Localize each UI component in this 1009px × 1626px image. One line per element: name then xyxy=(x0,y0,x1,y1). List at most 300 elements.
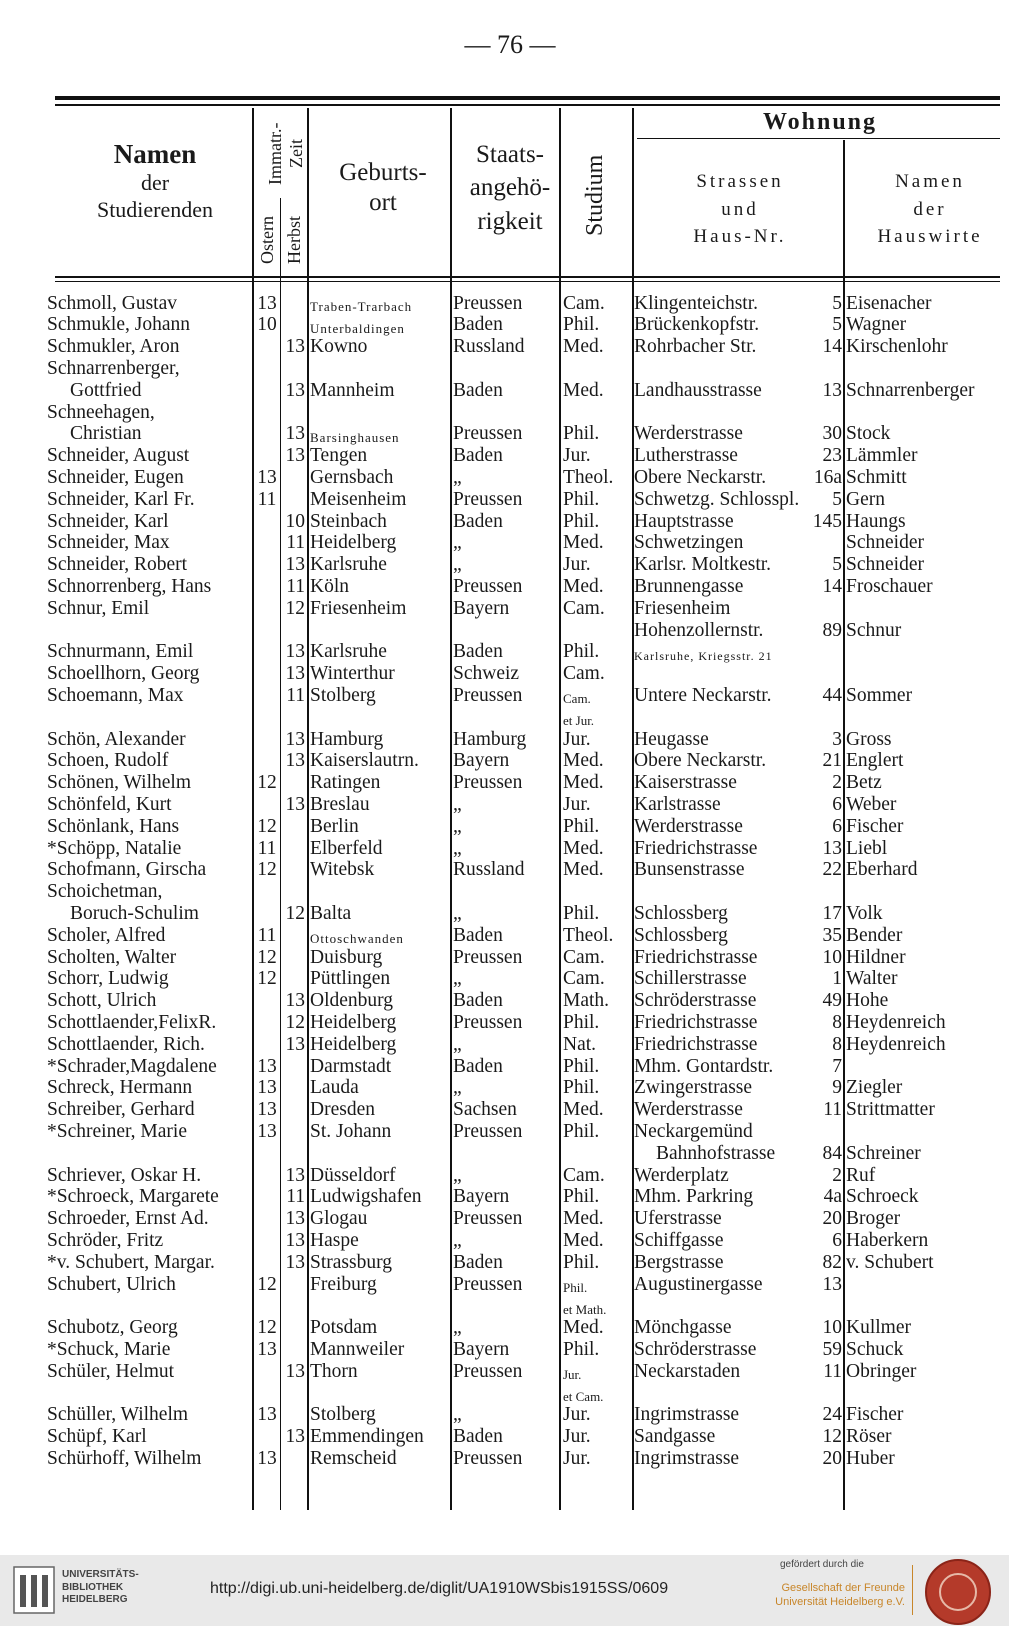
row-geburtsort: Köln xyxy=(310,575,349,597)
row-hausnr: 8 xyxy=(832,1033,842,1055)
row-hauswirt: Schneider xyxy=(846,554,924,576)
row-geburtsort: Freiburg xyxy=(310,1273,377,1295)
row-staat: „ xyxy=(453,1404,462,1426)
row-ostern: 13 xyxy=(257,1447,277,1469)
row-staat: Preussen xyxy=(453,575,523,597)
row-strasse: Bahnhofstrasse xyxy=(656,1142,776,1164)
row-staat: „ xyxy=(453,837,462,859)
table-row xyxy=(0,881,1009,903)
row-geburtsort: Kaiserslautrn. xyxy=(310,750,419,772)
row-strasse: Schlossberg xyxy=(634,924,728,946)
row-herbst: 13 xyxy=(285,1164,305,1186)
row-hausnr: 5 xyxy=(832,554,842,576)
row-herbst: 13 xyxy=(285,336,305,358)
row-geburtsort: Emmendingen xyxy=(310,1426,424,1448)
row-herbst: 13 xyxy=(285,423,305,445)
header-geburtsort-1: Geburts- xyxy=(339,159,427,186)
table-row xyxy=(0,1055,1009,1077)
table-row xyxy=(0,597,1009,619)
sponsor-name xyxy=(755,1581,905,1610)
row-hauswirt: Walter xyxy=(846,968,898,990)
row-staat: „ xyxy=(453,815,462,837)
header-strassen-3: Haus-Nr. xyxy=(693,226,787,248)
row-hausnr: 10 xyxy=(822,946,842,968)
header-staat-1: Staats- xyxy=(475,141,545,168)
row-geburtsort: Gernsbach xyxy=(310,466,394,488)
table-row xyxy=(0,379,1009,401)
row-name: Schubotz, Georg xyxy=(47,1317,178,1339)
row-hauswirt: Ziegler xyxy=(846,1077,903,1099)
library-logo-icon xyxy=(12,1565,56,1615)
row-studium: Math. xyxy=(563,990,610,1012)
page-number: — 76 — xyxy=(464,30,556,59)
row-ostern: 13 xyxy=(257,292,277,314)
row-geburtsort: Glogau xyxy=(310,1208,368,1230)
row-name: Schneider, Karl Fr. xyxy=(47,488,195,510)
row-ostern: 12 xyxy=(257,859,277,881)
header-strassen-2: und xyxy=(721,198,759,220)
row-name: Schmukler, Aron xyxy=(47,336,180,358)
row-geburtsort: Breslau xyxy=(310,793,370,815)
header-staat-3: rigkeit xyxy=(477,207,543,235)
row-name: Schubert, Ulrich xyxy=(47,1273,176,1295)
row-hauswirt: Froschauer xyxy=(846,575,933,597)
row-studium: Jur. xyxy=(563,793,591,815)
table-row xyxy=(0,1099,1009,1121)
row-ostern: 13 xyxy=(257,1055,277,1077)
row-herbst: 10 xyxy=(285,510,305,532)
row-studium: Cam. xyxy=(563,946,605,968)
table-row xyxy=(0,1426,1009,1448)
row-name: *Schöpp, Natalie xyxy=(47,837,182,859)
row-ostern: 11 xyxy=(257,488,277,510)
row-name: Schönfeld, Kurt xyxy=(47,793,172,815)
table-row xyxy=(0,488,1009,510)
row-geburtsort: Karlsruhe xyxy=(310,641,387,663)
row-staat: Bayern xyxy=(453,750,510,772)
row-name: Schürhoff, Wilhelm xyxy=(47,1447,202,1469)
row-strasse: Werderstrasse xyxy=(634,423,743,445)
header-immatr-zeit: Immatr.-Zeit xyxy=(265,122,306,186)
row-name: Schnur, Emil xyxy=(47,597,150,619)
row-studium: Nat. xyxy=(563,1033,597,1055)
row-herbst: 12 xyxy=(285,902,305,924)
header-namen-studierenden: Studierenden xyxy=(96,196,214,222)
row-staat: Preussen xyxy=(453,423,523,445)
row-ostern: 12 xyxy=(257,946,277,968)
header-hauswirte-2: der xyxy=(913,198,947,220)
row-herbst: 13 xyxy=(285,990,305,1012)
row-strasse: Mhm. Parkring xyxy=(634,1186,754,1208)
row-staat: Bayern xyxy=(453,1186,510,1208)
table-row xyxy=(0,357,1009,379)
row-geburtsort: Mannheim xyxy=(310,379,395,401)
row-strasse: Karlstrasse xyxy=(634,793,721,815)
row-herbst: 13 xyxy=(285,663,305,685)
row-hausnr: 35 xyxy=(822,924,842,946)
row-strasse: Obere Neckarstr. xyxy=(634,750,767,772)
table-row xyxy=(0,575,1009,597)
row-geburtsort: Heidelberg xyxy=(310,1033,397,1055)
row-studium: Cam. xyxy=(563,597,605,619)
row-studium: Phil. xyxy=(563,1280,588,1295)
table-row xyxy=(0,314,1009,336)
row-name: Schnarrenberger, xyxy=(47,357,180,379)
row-staat: Baden xyxy=(453,1055,503,1077)
row-herbst: 13 xyxy=(285,750,305,772)
row-studium: Phil. xyxy=(563,902,600,924)
row-strasse: Uferstrasse xyxy=(634,1208,722,1230)
university-seal-icon xyxy=(925,1559,991,1625)
row-hauswirt: Strittmatter xyxy=(846,1099,935,1121)
row-name: Schreiber, Gerhard xyxy=(47,1099,195,1121)
row-strasse: Neckargemünd xyxy=(634,1120,753,1142)
row-name: Scholten, Walter xyxy=(47,946,177,968)
row-geburtsort: Oldenburg xyxy=(310,990,394,1012)
row-studium: Phil. xyxy=(563,815,600,837)
row-hausnr: 5 xyxy=(832,488,842,510)
row-hauswirt: Sommer xyxy=(846,684,913,706)
row-hauswirt: Weber xyxy=(846,793,897,815)
table-row xyxy=(0,401,1009,423)
row-name: Schüpf, Karl xyxy=(47,1426,147,1448)
header-herbst: Herbst xyxy=(284,216,304,264)
row-hausnr: 22 xyxy=(822,859,842,881)
row-staat: Baden xyxy=(453,314,503,336)
row-hausnr: 6 xyxy=(832,815,842,837)
row-staat: „ xyxy=(453,902,462,924)
row-geburtsort: Ludwigshafen xyxy=(310,1186,422,1208)
row-ostern: 10 xyxy=(257,314,277,336)
row-geburtsort: Mannweiler xyxy=(310,1338,405,1360)
row-ostern: 13 xyxy=(257,466,277,488)
row-studium: Med. xyxy=(563,859,604,881)
source-url-link[interactable]: http://digi.ub.uni-heidelberg.de/diglit/UA1910WSbis1915SS/0609 xyxy=(210,1580,669,1597)
row-geburtsort: Friesenheim xyxy=(310,597,407,619)
row-studium: Med. xyxy=(563,1099,604,1121)
row-hausnr: 20 xyxy=(822,1447,842,1469)
library-logo-line-3: HEIDELBERG xyxy=(62,1594,128,1605)
row-geburtsort: Witebsk xyxy=(310,859,375,881)
row-studium: Jur. xyxy=(563,1367,582,1383)
row-geburtsort: Heidelberg xyxy=(310,532,397,554)
row-staat: „ xyxy=(453,554,462,576)
row-herbst: 13 xyxy=(285,1033,305,1055)
row-staat: Bayern xyxy=(453,597,510,619)
table-row xyxy=(0,968,1009,990)
row-name: Schreck, Hermann xyxy=(47,1077,193,1099)
row-name: *Schroeck, Margarete xyxy=(47,1186,219,1208)
row-hausnr: 11 xyxy=(823,1360,842,1382)
row-herbst: 13 xyxy=(285,728,305,750)
row-name: *Schrader,Magdalene xyxy=(47,1055,217,1077)
row-hausnr: 5 xyxy=(832,292,842,314)
row-name: Schneider, Karl xyxy=(47,510,169,532)
table-row xyxy=(0,1120,1009,1142)
row-staat: Bayern xyxy=(453,1338,510,1360)
row-studium: Phil. xyxy=(563,488,600,510)
table-row xyxy=(0,619,1009,641)
row-name: Schoichetman, xyxy=(47,881,163,903)
row-staat: Preussen xyxy=(453,684,523,706)
row-name: Schroeder, Ernst Ad. xyxy=(47,1208,209,1230)
table-row xyxy=(0,772,1009,794)
table-row xyxy=(0,1338,1009,1360)
row-hausnr: 59 xyxy=(822,1338,842,1360)
row-staat: Preussen xyxy=(453,1208,523,1230)
table-row xyxy=(0,1447,1009,1469)
table-row xyxy=(0,554,1009,576)
row-herbst: 13 xyxy=(285,554,305,576)
row-name: Schott, Ulrich xyxy=(47,990,157,1012)
row-studium: Phil. xyxy=(563,1338,600,1360)
row-hausnr: 9 xyxy=(832,1077,842,1099)
header-namen-title: Namen xyxy=(113,139,197,169)
row-studium: Cam. xyxy=(563,1164,605,1186)
footer-divider xyxy=(912,1565,913,1615)
row-name: Schneider, Robert xyxy=(47,554,188,576)
row-studium: Jur. xyxy=(563,1447,591,1469)
row-staat: „ xyxy=(453,1229,462,1251)
row-strasse: Friedrichstrasse xyxy=(634,1011,758,1033)
row-studium: Phil. xyxy=(563,423,600,445)
row-hausnr: 7 xyxy=(832,1055,842,1077)
row-geburtsort: Hamburg xyxy=(310,728,384,750)
row-name: Schneider, August xyxy=(47,445,190,467)
row-hauswirt: Haberkern xyxy=(846,1229,929,1251)
row-strasse: Karlsr. Moltkestr. xyxy=(634,554,772,576)
table-row xyxy=(0,837,1009,859)
row-studium: Phil. xyxy=(563,1251,600,1273)
row-hausnr: 30 xyxy=(822,423,842,445)
row-hausnr: 13 xyxy=(822,1273,842,1295)
row-name: Schön, Alexander xyxy=(47,728,186,750)
row-herbst: 13 xyxy=(285,641,305,663)
row-studium: Med. xyxy=(563,379,604,401)
row-staat: Preussen xyxy=(453,1447,523,1469)
row-name: Schneider, Eugen xyxy=(47,466,184,488)
row-staat: Hamburg xyxy=(453,728,527,750)
row-strasse: Sandgasse xyxy=(634,1426,716,1448)
row-staat: Baden xyxy=(453,510,503,532)
row-strasse: Brückenkopfstr. xyxy=(634,314,760,336)
row-hausnr: 49 xyxy=(822,990,842,1012)
row-hauswirt: Kirschenlohr xyxy=(846,336,948,358)
row-hauswirt: Volk xyxy=(846,902,883,924)
row-name: Schnorrenberg, Hans xyxy=(47,575,212,597)
row-name: Schofmann, Girscha xyxy=(47,859,207,881)
row-studium: Phil. xyxy=(563,1120,600,1142)
table-row xyxy=(0,292,1009,314)
row-staat: Russland xyxy=(453,859,525,881)
row-strasse: Zwingerstrasse xyxy=(634,1077,753,1099)
row-studium: Cam. xyxy=(563,292,605,314)
row-herbst: 13 xyxy=(285,1426,305,1448)
row-studium: Med. xyxy=(563,772,604,794)
row-hauswirt: Fischer xyxy=(846,1404,904,1426)
header-staat-2: angehö- xyxy=(469,174,551,202)
row-strasse: Werderplatz xyxy=(634,1164,729,1186)
row-hausnr: 2 xyxy=(832,772,842,794)
row-hauswirt: Bender xyxy=(846,924,903,946)
row-ostern: 13 xyxy=(257,1120,277,1142)
row-geburtsort: Püttlingen xyxy=(310,968,391,990)
row-geburtsort: Tengen xyxy=(310,445,368,467)
row-hauswirt: Englert xyxy=(846,750,904,772)
row-strasse: Obere Neckarstr. xyxy=(634,466,767,488)
row-strasse: Ingrimstrasse xyxy=(634,1447,740,1469)
row-hauswirt: Röser xyxy=(846,1426,892,1448)
row-hausnr: 4a xyxy=(823,1186,842,1208)
row-hausnr: 44 xyxy=(822,684,842,706)
row-geburtsort: Dresden xyxy=(310,1099,375,1121)
row-geburtsort: Potsdam xyxy=(310,1317,378,1339)
row-ostern: 11 xyxy=(257,924,277,946)
table-row xyxy=(0,793,1009,815)
row-strasse: Werderstrasse xyxy=(634,1099,743,1121)
row-hauswirt: Schneider xyxy=(846,532,924,554)
row-name: Schüler, Helmut xyxy=(47,1360,175,1382)
row-geburtsort: Steinbach xyxy=(310,510,387,532)
header-ostern: Ostern xyxy=(257,216,277,264)
library-logo-line-2: BIBLIOTHEK xyxy=(62,1581,124,1593)
row-staat: Baden xyxy=(453,379,503,401)
row-studium: Jur. xyxy=(563,728,591,750)
row-geburtsort: Winterthur xyxy=(310,663,395,685)
row-strasse: Mhm. Gontardstr. xyxy=(634,1055,774,1077)
row-geburtsort: Haspe xyxy=(310,1229,359,1251)
row-herbst: 13 xyxy=(285,445,305,467)
row-geburtsort: Balta xyxy=(310,902,352,924)
row-hauswirt: Haungs xyxy=(846,510,906,532)
row-staat: „ xyxy=(453,1164,462,1186)
row-strasse: Bergstrasse xyxy=(634,1251,724,1273)
row-staat: Baden xyxy=(453,1251,503,1273)
table-row xyxy=(0,641,1009,663)
header-hauswirte-1: Namen xyxy=(895,171,965,192)
row-hausnr: 82 xyxy=(822,1251,842,1273)
row-name: Schottlaender, Rich. xyxy=(47,1033,205,1055)
row-staat: Preussen xyxy=(453,772,523,794)
row-strasse: Brunnengasse xyxy=(634,575,744,597)
row-geburtsort: Stolberg xyxy=(310,684,376,706)
row-herbst: 11 xyxy=(286,684,305,706)
row-ostern: 13 xyxy=(257,1338,277,1360)
row-herbst: 12 xyxy=(285,597,305,619)
row-hauswirt: Heydenreich xyxy=(846,1011,946,1033)
row-staat: „ xyxy=(453,1033,462,1055)
table-row xyxy=(0,445,1009,467)
row-hauswirt: Eberhard xyxy=(846,859,918,881)
row-ostern: 13 xyxy=(257,1099,277,1121)
row-staat: Baden xyxy=(453,924,503,946)
row-ostern: 12 xyxy=(257,815,277,837)
table-row xyxy=(0,1164,1009,1186)
row-studium: Jur. xyxy=(563,1404,591,1426)
row-studium: Med. xyxy=(563,532,604,554)
row-hauswirt: Wagner xyxy=(846,314,907,336)
row-studium: Med. xyxy=(563,1229,604,1251)
table-row xyxy=(0,1251,1009,1273)
row-name: Schoen, Rudolf xyxy=(47,750,169,772)
row-staat: Preussen xyxy=(453,1011,523,1033)
row-strasse: Karlsruhe, Kriegsstr. 21 xyxy=(634,648,773,663)
row-hauswirt: Kullmer xyxy=(846,1317,911,1339)
row-hauswirt: Schroeck xyxy=(846,1186,919,1208)
table-row xyxy=(0,532,1009,554)
table-row xyxy=(0,466,1009,488)
row-name: Boruch-Schulim xyxy=(70,902,199,924)
sponsor-name-line-1: Gesellschaft der Freunde xyxy=(781,1582,905,1594)
row-herbst: 11 xyxy=(286,1186,305,1208)
table-row xyxy=(0,946,1009,968)
row-hausnr: 11 xyxy=(823,1099,842,1121)
row-herbst: 11 xyxy=(286,532,305,554)
row-hauswirt: Broger xyxy=(846,1208,901,1230)
table-row xyxy=(0,728,1009,750)
row-hausnr: 6 xyxy=(832,793,842,815)
row-hauswirt: Huber xyxy=(846,1447,895,1469)
row-geburtsort: Ratingen xyxy=(310,772,381,794)
table-row xyxy=(0,663,1009,685)
table-row xyxy=(0,1229,1009,1251)
row-hauswirt: Ruf xyxy=(846,1164,876,1186)
library-logo-text xyxy=(62,1569,139,1607)
row-strasse: Bunsenstrasse xyxy=(634,859,745,881)
row-staat: „ xyxy=(453,968,462,990)
row-staat: Schweiz xyxy=(453,663,520,685)
row-herbst: 13 xyxy=(285,379,305,401)
row-studium: Jur. xyxy=(563,554,591,576)
table-row xyxy=(0,859,1009,881)
row-name: *Schuck, Marie xyxy=(47,1338,171,1360)
row-staat: Russland xyxy=(453,336,525,358)
row-hausnr: 14 xyxy=(822,575,842,597)
row-studium: Med. xyxy=(563,336,604,358)
row-staat: „ xyxy=(453,1077,462,1099)
row-staat: „ xyxy=(453,532,462,554)
row-strasse: Schlossberg xyxy=(634,902,728,924)
row-hausnr: 14 xyxy=(822,336,842,358)
row-geburtsort: Remscheid xyxy=(310,1447,397,1469)
row-hauswirt: Schnarrenberger xyxy=(846,379,975,401)
row-staat: Baden xyxy=(453,990,503,1012)
row-strasse: Landhausstrasse xyxy=(634,379,762,401)
row-hausnr: 89 xyxy=(822,619,842,641)
row-geburtsort: Stolberg xyxy=(310,1404,376,1426)
row-strasse: Hohenzollernstr. xyxy=(634,619,764,641)
row-name: Schoellhorn, Georg xyxy=(47,663,200,685)
row-ostern: 12 xyxy=(257,1273,277,1295)
row-ostern: 12 xyxy=(257,1317,277,1339)
row-studium: Med. xyxy=(563,1317,604,1339)
row-strasse: Friedrichstrasse xyxy=(634,1033,758,1055)
row-hauswirt: Gern xyxy=(846,488,885,510)
table-row xyxy=(0,423,1009,445)
header-wohnung: Wohnung xyxy=(762,109,878,135)
row-geburtsort: Karlsruhe xyxy=(310,554,387,576)
row-strasse: Hauptstrasse xyxy=(634,510,734,532)
row-geburtsort: Heidelberg xyxy=(310,1011,397,1033)
table-row xyxy=(0,1077,1009,1099)
row-name: Schneider, Max xyxy=(47,532,170,554)
row-hausnr: 8 xyxy=(832,1011,842,1033)
row-studium: Phil. xyxy=(563,1055,600,1077)
row-herbst: 13 xyxy=(285,1360,305,1382)
row-strasse: Mönchgasse xyxy=(634,1317,732,1339)
row-herbst: 13 xyxy=(285,1208,305,1230)
row-hausnr: 13 xyxy=(822,837,842,859)
